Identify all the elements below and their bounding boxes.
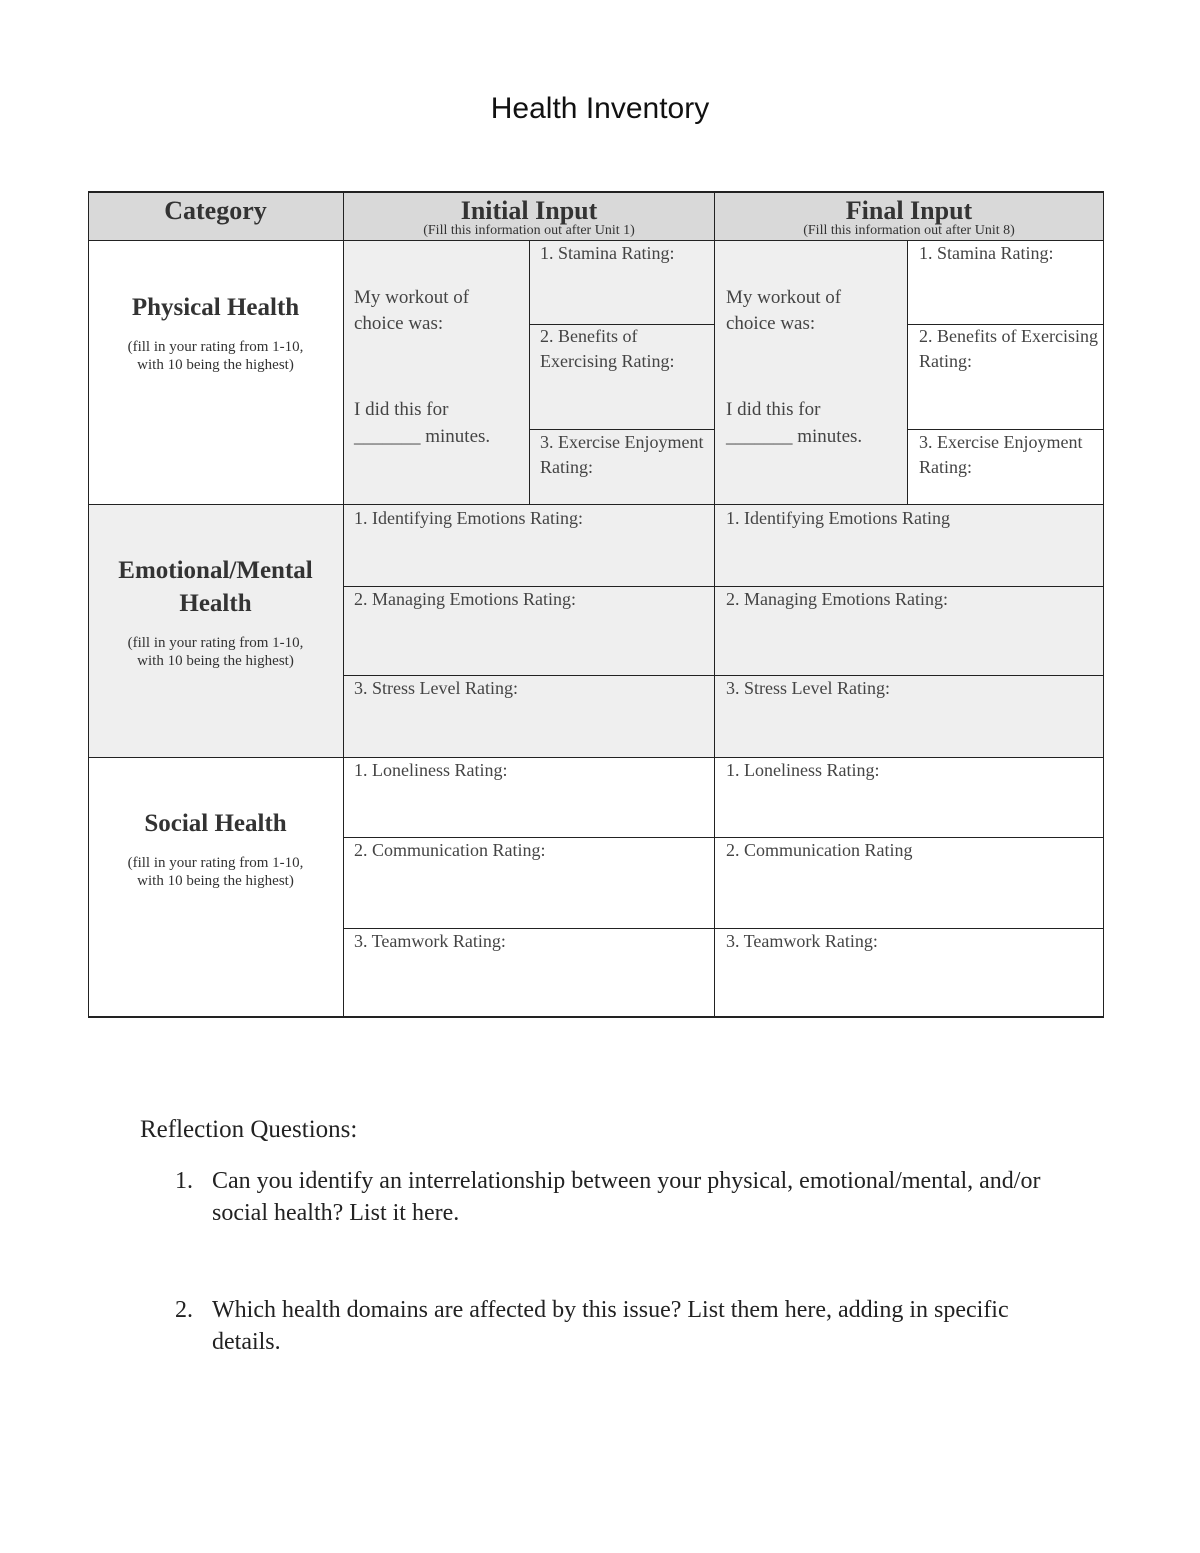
question-text: Can you identify an interrelationship between your physical, emotional/mental, and/or social health? List it here. [212, 1168, 1041, 1226]
physical-health-category [88, 291, 343, 374]
initial-stress-level-rating[interactable]: 3. Stress Level Rating: [354, 678, 518, 698]
emotional-health-category [88, 554, 343, 670]
final-stamina-rating[interactable]: 1. Stamina Rating: [919, 243, 1054, 263]
question-number: 1. [175, 1168, 193, 1194]
category-note: (fill in your rating from 1-10, with 10 being the highest) [127, 635, 304, 669]
final-communication-rating[interactable]: 2. Communication Rating [726, 840, 913, 860]
final-loneliness-rating[interactable]: 1. Loneliness Rating: [726, 760, 880, 780]
final-enjoyment-rating[interactable]: 3. Exercise Enjoyment Rating: [919, 432, 1083, 477]
category-name: Social Health [144, 810, 287, 837]
final-teamwork-rating[interactable]: 3. Teamwork Rating: [726, 931, 878, 951]
initial-communication-rating[interactable]: 2. Communication Rating: [354, 840, 546, 860]
initial-input-header: Initial Input [460, 196, 598, 225]
question-text: Which health domains are affected by this issue? List them here, adding in specific details. [212, 1297, 1009, 1355]
reflection-heading: Reflection Questions: [140, 1116, 358, 1143]
initial-enjoyment-rating[interactable]: 3. Exercise Enjoyment Rating: [540, 432, 704, 477]
category-note: (fill in your rating from 1-10, with 10 being the highest) [127, 339, 304, 373]
final-managing-emotions-rating[interactable]: 2. Managing Emotions Rating: [726, 589, 948, 609]
final-input-header: Final Input [845, 196, 973, 225]
initial-stamina-rating[interactable]: 1. Stamina Rating: [540, 243, 675, 263]
category-note: (fill in your rating from 1-10, with 10 being the highest) [127, 855, 304, 889]
final-input-note: (Fill this information out after Unit 8) [803, 223, 1015, 238]
initial-input-note: (Fill this information out after Unit 1) [423, 223, 635, 238]
final-stress-level-rating[interactable]: 3. Stress Level Rating: [726, 678, 890, 698]
page-title: Health Inventory [490, 92, 710, 125]
initial-identifying-emotions-rating[interactable]: 1. Identifying Emotions Rating: [354, 508, 583, 528]
initial-teamwork-rating[interactable]: 3. Teamwork Rating: [354, 931, 506, 951]
physical-final-workout-cell [715, 241, 908, 505]
final-workout-label: My workout of choice was: [726, 287, 842, 334]
category-name: Physical Health [131, 294, 300, 321]
final-duration-label: I did this for [726, 399, 821, 420]
social-health-category [88, 807, 343, 890]
initial-workout-label: My workout of choice was: [354, 287, 470, 334]
category-name: Emotional/Mental Health [118, 557, 313, 617]
final-duration-blank[interactable]: _______ minutes. [726, 426, 863, 447]
initial-duration-label: I did this for [354, 399, 449, 420]
initial-managing-emotions-rating[interactable]: 2. Managing Emotions Rating: [354, 589, 576, 609]
category-header: Category [164, 196, 267, 225]
initial-loneliness-rating[interactable]: 1. Loneliness Rating: [354, 760, 508, 780]
final-benefits-rating[interactable]: 2. Benefits of Exercising Rating: [919, 326, 1098, 371]
final-identifying-emotions-rating[interactable]: 1. Identifying Emotions Rating [726, 508, 950, 528]
question-number: 2. [175, 1297, 193, 1323]
initial-benefits-rating[interactable]: 2. Benefits of Exercising Rating: [540, 326, 675, 371]
health-inventory-table [88, 191, 1104, 1018]
initial-duration-blank[interactable]: _______ minutes. [354, 426, 491, 447]
